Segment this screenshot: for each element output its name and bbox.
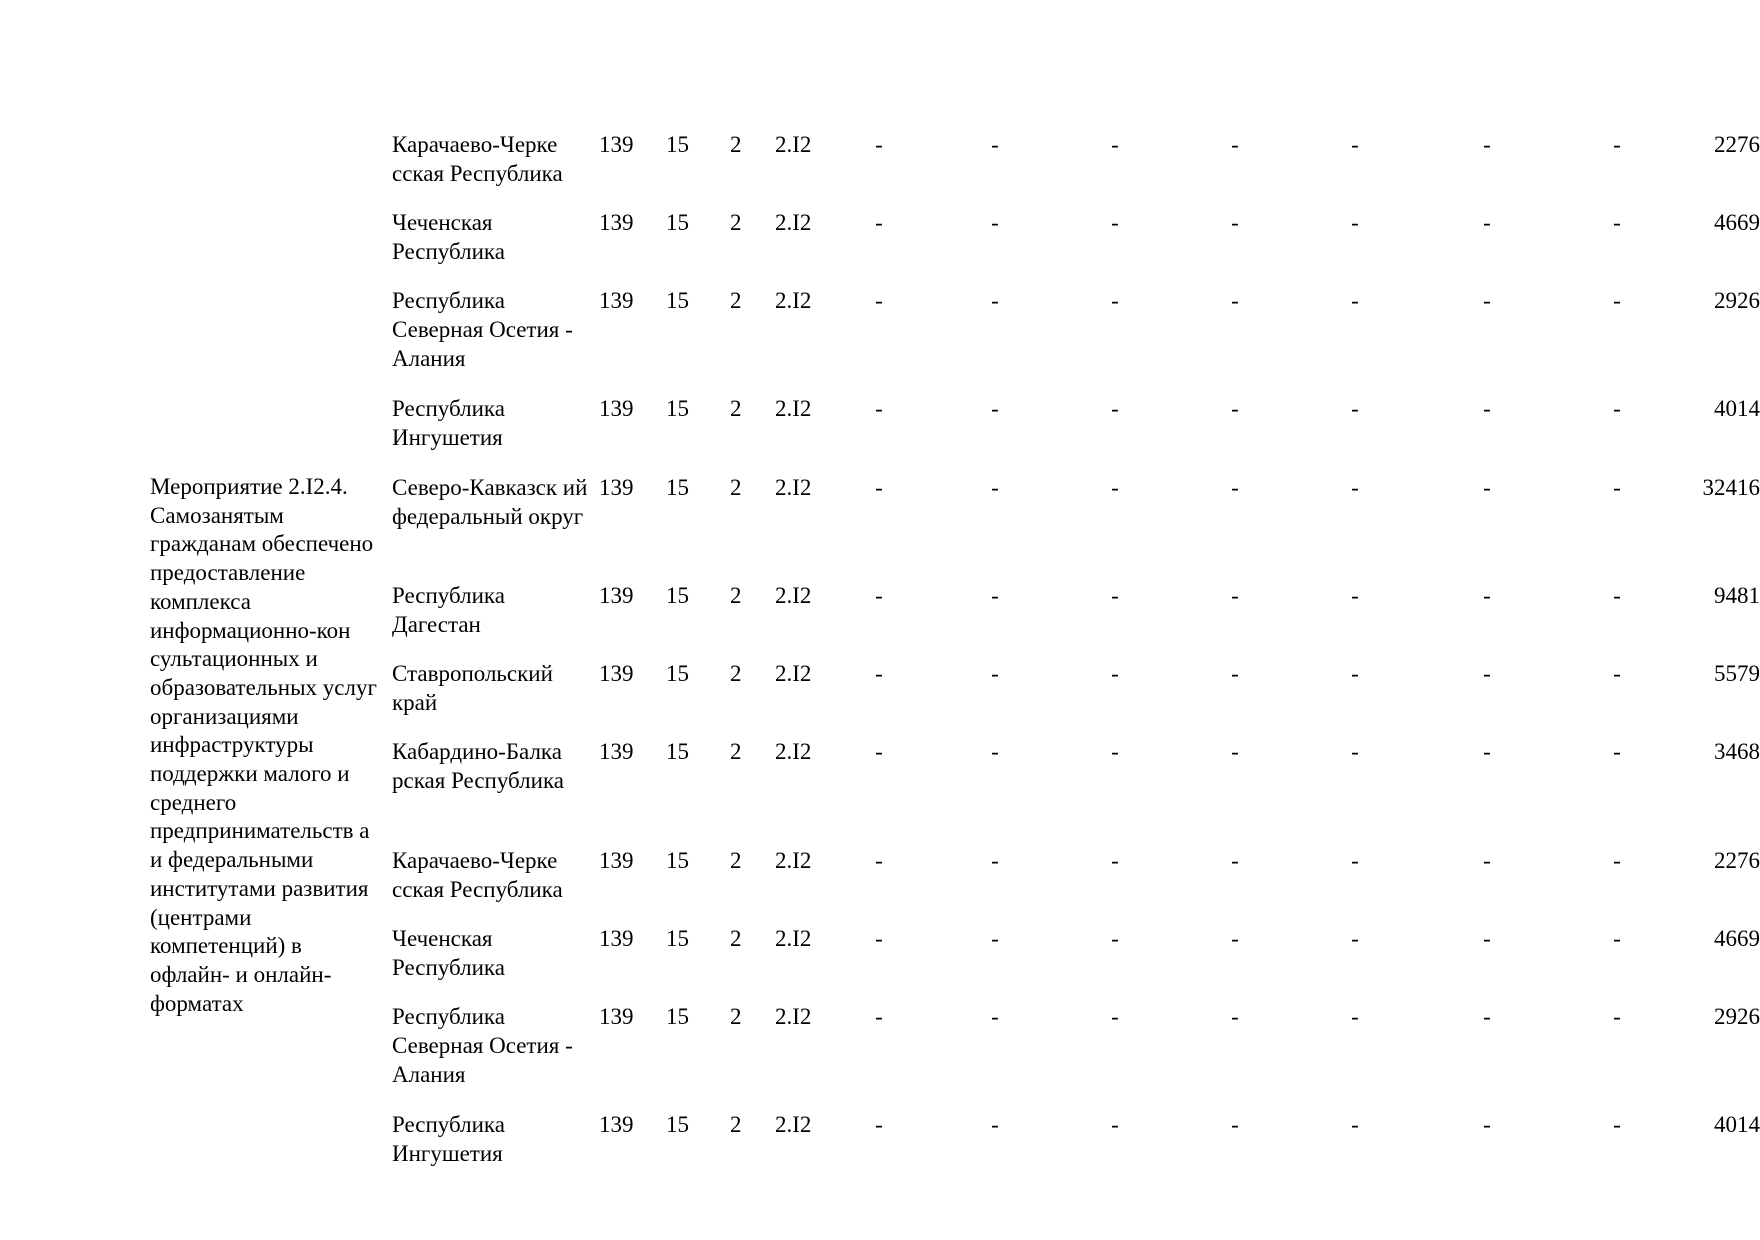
empty-value: - — [1111, 926, 1119, 951]
empty-value: - — [875, 475, 883, 500]
empty-value: - — [1111, 583, 1119, 608]
empty-value: - — [1111, 210, 1119, 235]
region-name: Республика Северная Осетия - Алания — [392, 1004, 573, 1087]
code-ministry: 139 — [599, 848, 634, 873]
code-program: 15 — [666, 583, 689, 608]
empty-value: - — [1483, 661, 1491, 686]
empty-value: - — [991, 926, 999, 951]
empty-value: - — [1231, 1112, 1239, 1137]
region-name: Республика Северная Осетия - Алания — [392, 288, 573, 371]
empty-value: - — [1613, 132, 1621, 157]
empty-value: - — [1483, 1112, 1491, 1137]
empty-value: - — [1351, 475, 1359, 500]
empty-value: - — [991, 475, 999, 500]
amount-value: 4014 — [1714, 396, 1760, 421]
empty-value: - — [1483, 926, 1491, 951]
code-project: 2.I2 — [775, 396, 812, 421]
amount-value: 3468 — [1714, 739, 1760, 764]
empty-value: - — [1231, 132, 1239, 157]
empty-value: - — [1231, 583, 1239, 608]
empty-value: - — [1111, 475, 1119, 500]
empty-value: - — [1111, 661, 1119, 686]
code-ministry: 139 — [599, 661, 634, 686]
code-project: 2.I2 — [775, 1004, 812, 1029]
code-project: 2.I2 — [775, 926, 812, 951]
empty-value: - — [1613, 396, 1621, 421]
code-project: 2.I2 — [775, 132, 812, 157]
empty-value: - — [1613, 1004, 1621, 1029]
region-name: Ставропольский край — [392, 661, 553, 715]
code-ministry: 139 — [599, 1112, 634, 1137]
region-name: Чеченская Республика — [392, 210, 505, 264]
empty-value: - — [1613, 288, 1621, 313]
empty-value: - — [1351, 661, 1359, 686]
code-project: 2.I2 — [775, 848, 812, 873]
code-subprogram: 2 — [730, 848, 742, 873]
empty-value: - — [1483, 1004, 1491, 1029]
empty-value: - — [991, 661, 999, 686]
empty-value: - — [991, 210, 999, 235]
empty-value: - — [1231, 926, 1239, 951]
empty-value: - — [1351, 848, 1359, 873]
code-subprogram: 2 — [730, 396, 742, 421]
amount-value: 2276 — [1714, 132, 1760, 157]
empty-value: - — [1231, 288, 1239, 313]
code-subprogram: 2 — [730, 926, 742, 951]
code-project: 2.I2 — [775, 1112, 812, 1137]
code-subprogram: 2 — [730, 583, 742, 608]
empty-value: - — [1613, 926, 1621, 951]
empty-value: - — [875, 1112, 883, 1137]
amount-value: 4669 — [1714, 210, 1760, 235]
region-name: Карачаево-Черке сская Республика — [392, 132, 563, 186]
empty-value: - — [1351, 132, 1359, 157]
empty-value: - — [1483, 583, 1491, 608]
empty-value: - — [1613, 583, 1621, 608]
code-ministry: 139 — [599, 926, 634, 951]
code-subprogram: 2 — [730, 210, 742, 235]
empty-value: - — [991, 1112, 999, 1137]
empty-value: - — [1351, 1112, 1359, 1137]
amount-value: 32416 — [1702, 475, 1760, 500]
empty-value: - — [1111, 739, 1119, 764]
code-program: 15 — [666, 739, 689, 764]
code-project: 2.I2 — [775, 210, 812, 235]
region-name: Карачаево-Черке сская Республика — [392, 848, 563, 902]
code-project: 2.I2 — [775, 739, 812, 764]
empty-value: - — [1111, 288, 1119, 313]
empty-value: - — [1483, 288, 1491, 313]
empty-value: - — [991, 739, 999, 764]
code-ministry: 139 — [599, 210, 634, 235]
empty-value: - — [1613, 1112, 1621, 1137]
code-subprogram: 2 — [730, 739, 742, 764]
empty-value: - — [1231, 739, 1239, 764]
empty-value: - — [1351, 396, 1359, 421]
empty-value: - — [991, 396, 999, 421]
empty-value: - — [991, 1004, 999, 1029]
empty-value: - — [1351, 583, 1359, 608]
empty-value: - — [1231, 210, 1239, 235]
empty-value: - — [875, 739, 883, 764]
code-program: 15 — [666, 396, 689, 421]
activity-description: Мероприятие 2.I2.4. Самозанятым гражданам обеспечено предоставление комплекса информационно-кон сультационных и образовательных услуг организациями инфраструктуры поддержки малого и среднего предпринимательств а и федеральными институтами развития (центрами компетенций) в офлайн- и онлайн-форматах — [150, 474, 377, 1016]
empty-value: - — [1231, 1004, 1239, 1029]
code-ministry: 139 — [599, 475, 634, 500]
empty-value: - — [1111, 848, 1119, 873]
amount-value: 5579 — [1714, 661, 1760, 686]
empty-value: - — [1231, 848, 1239, 873]
code-program: 15 — [666, 132, 689, 157]
amount-value: 2926 — [1714, 1004, 1760, 1029]
empty-value: - — [1613, 848, 1621, 873]
empty-value: - — [1613, 739, 1621, 764]
empty-value: - — [1483, 739, 1491, 764]
code-program: 15 — [666, 926, 689, 951]
empty-value: - — [1351, 1004, 1359, 1029]
empty-value: - — [1351, 739, 1359, 764]
code-ministry: 139 — [599, 396, 634, 421]
empty-value: - — [875, 848, 883, 873]
empty-value: - — [1613, 475, 1621, 500]
empty-value: - — [1613, 210, 1621, 235]
region-name: Республика Ингушетия — [392, 1112, 505, 1166]
code-ministry: 139 — [599, 288, 634, 313]
code-project: 2.I2 — [775, 288, 812, 313]
empty-value: - — [1483, 210, 1491, 235]
empty-value: - — [1613, 661, 1621, 686]
empty-value: - — [875, 583, 883, 608]
empty-value: - — [1231, 475, 1239, 500]
amount-value: 2276 — [1714, 848, 1760, 873]
code-project: 2.I2 — [775, 475, 812, 500]
region-name: Республика Ингушетия — [392, 396, 505, 450]
region-name: Северо-Кавказск ий федеральный округ — [392, 475, 588, 529]
code-program: 15 — [666, 288, 689, 313]
code-program: 15 — [666, 848, 689, 873]
amount-value: 9481 — [1714, 583, 1760, 608]
code-project: 2.I2 — [775, 583, 812, 608]
code-ministry: 139 — [599, 1004, 634, 1029]
empty-value: - — [991, 132, 999, 157]
empty-value: - — [1351, 288, 1359, 313]
empty-value: - — [875, 926, 883, 951]
empty-value: - — [991, 583, 999, 608]
empty-value: - — [1483, 475, 1491, 500]
empty-value: - — [875, 210, 883, 235]
code-program: 15 — [666, 210, 689, 235]
empty-value: - — [991, 848, 999, 873]
empty-value: - — [1483, 396, 1491, 421]
empty-value: - — [875, 132, 883, 157]
code-project: 2.I2 — [775, 661, 812, 686]
empty-value: - — [1351, 926, 1359, 951]
region-name: Чеченская Республика — [392, 926, 505, 980]
code-subprogram: 2 — [730, 475, 742, 500]
empty-value: - — [1111, 1112, 1119, 1137]
empty-value: - — [1111, 396, 1119, 421]
code-subprogram: 2 — [730, 1004, 742, 1029]
empty-value: - — [1111, 132, 1119, 157]
code-ministry: 139 — [599, 583, 634, 608]
code-program: 15 — [666, 1112, 689, 1137]
empty-value: - — [875, 396, 883, 421]
region-name: Кабардино-Балка рская Республика — [392, 739, 565, 793]
empty-value: - — [1111, 1004, 1119, 1029]
empty-value: - — [875, 288, 883, 313]
empty-value: - — [1231, 661, 1239, 686]
code-ministry: 139 — [599, 132, 634, 157]
empty-value: - — [875, 1004, 883, 1029]
code-subprogram: 2 — [730, 661, 742, 686]
code-ministry: 139 — [599, 739, 634, 764]
region-name: Республика Дагестан — [392, 583, 505, 637]
empty-value: - — [1351, 210, 1359, 235]
code-subprogram: 2 — [730, 1112, 742, 1137]
code-program: 15 — [666, 475, 689, 500]
code-program: 15 — [666, 1004, 689, 1029]
empty-value: - — [1231, 396, 1239, 421]
empty-value: - — [875, 661, 883, 686]
empty-value: - — [991, 288, 999, 313]
code-program: 15 — [666, 661, 689, 686]
amount-value: 4014 — [1714, 1112, 1760, 1137]
amount-value: 4669 — [1714, 926, 1760, 951]
code-subprogram: 2 — [730, 288, 742, 313]
empty-value: - — [1483, 848, 1491, 873]
empty-value: - — [1483, 132, 1491, 157]
amount-value: 2926 — [1714, 288, 1760, 313]
code-subprogram: 2 — [730, 132, 742, 157]
